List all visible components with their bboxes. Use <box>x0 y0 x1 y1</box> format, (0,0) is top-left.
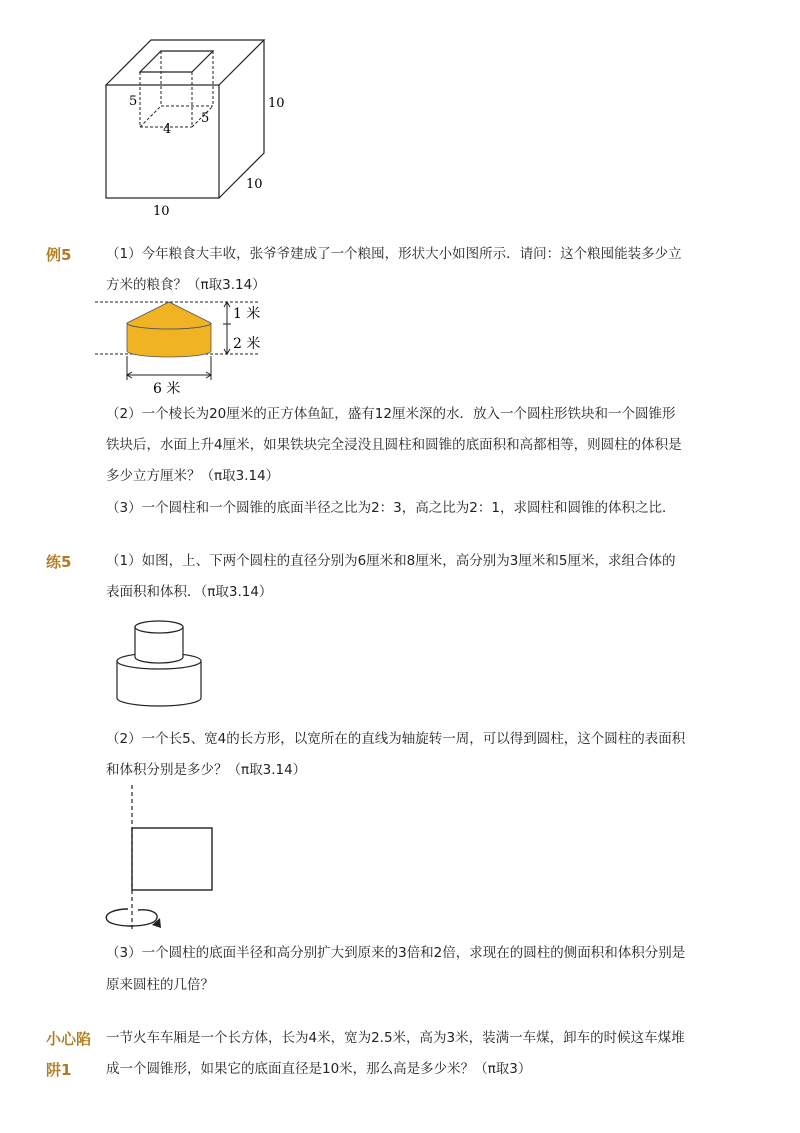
example-5-label: 例5 <box>46 246 72 264</box>
pr5-q2-line1: （2）一个长5、宽4的长方形，以宽所在的直线为轴旋转一周，可以得到圆柱，这个圆柱的表面积 <box>106 731 686 747</box>
pr5-q1-line2: 表面积和体积．（π取3.14） <box>106 584 273 600</box>
cube-figure <box>95 30 305 230</box>
cube-top-face <box>106 40 264 85</box>
pr5-q3-line2: 原来圆柱的几倍？ <box>106 977 214 993</box>
pr5-q1-line1: （1）如图，上、下两个圆柱的直径分别为6厘米和8厘米，高分别为3厘米和5厘米，求组合体的 <box>106 553 676 569</box>
cylinder-height-label: 2 米 <box>233 336 261 352</box>
pr5-q2-line2: 和体积分别是多少？（π取3.14） <box>106 762 307 778</box>
stacked-cylinders-figure <box>110 615 210 715</box>
ex5-q3-line1: （3）一个圆柱和一个圆锥的底面半径之比为2：3，高之比为2：1，求圆柱和圆锥的体积之比． <box>106 500 676 516</box>
trap-1-label-line2: 阱1 <box>46 1061 72 1079</box>
ex5-q2-line1: （2）一个棱长为20厘米的正方体鱼缸，盛有12厘米深的水．放入一个圆柱形铁块和一个圆锥形 <box>106 406 676 422</box>
outer-width-label: 10 <box>153 204 170 219</box>
hole-opening <box>140 51 213 72</box>
trap-1-label-line1: 小心陷 <box>46 1030 92 1048</box>
rotating-rectangle <box>132 828 212 890</box>
inner-width-label: 4 <box>163 122 172 137</box>
diameter-label: 6 米 <box>153 381 181 397</box>
rotation-figure <box>98 782 228 942</box>
ex5-q1-line2: 方米的粮食？（π取3.14） <box>106 277 266 293</box>
outer-height-label: 10 <box>268 96 285 111</box>
outer-depth-label: 10 <box>246 177 263 192</box>
cube-front-face <box>106 85 219 198</box>
trap1-line1: 一节火车车厢是一个长方体，长为4米，宽为2.5米，高为3米，装满一车煤，卸车的时候这车煤堆 <box>106 1030 685 1046</box>
cone-height-label: 1 米 <box>233 306 261 322</box>
practice-5-label: 练5 <box>46 553 72 571</box>
trap1-line2: 成一个圆锥形，如果它的底面直径是10米，那么高是多少米？（π取3） <box>106 1061 532 1077</box>
inner-height-label: 5 <box>129 94 138 109</box>
ex5-q1-line1: （1）今年粮食大丰收，张爷爷建成了一个粮囤，形状大小如图所示．请问：这个粮囤能装多少立 <box>106 246 682 262</box>
ex5-q2-line3: 多少立方厘米？（π取3.14） <box>106 468 280 484</box>
cube-side-face <box>219 40 264 198</box>
inner-depth-label: 5 <box>201 111 210 126</box>
granary-roof <box>127 302 211 329</box>
ex5-q2-line2: 铁块后，水面上升4厘米，如果铁块完全浸没且圆柱和圆锥的底面积和高都相等，则圆柱的体积是 <box>106 437 682 453</box>
granary-figure <box>95 298 275 398</box>
pr5-q3-line1: （3）一个圆柱的底面半径和高分别扩大到原来的3倍和2倍，求现在的圆柱的侧面积和体积分别是 <box>106 945 686 961</box>
